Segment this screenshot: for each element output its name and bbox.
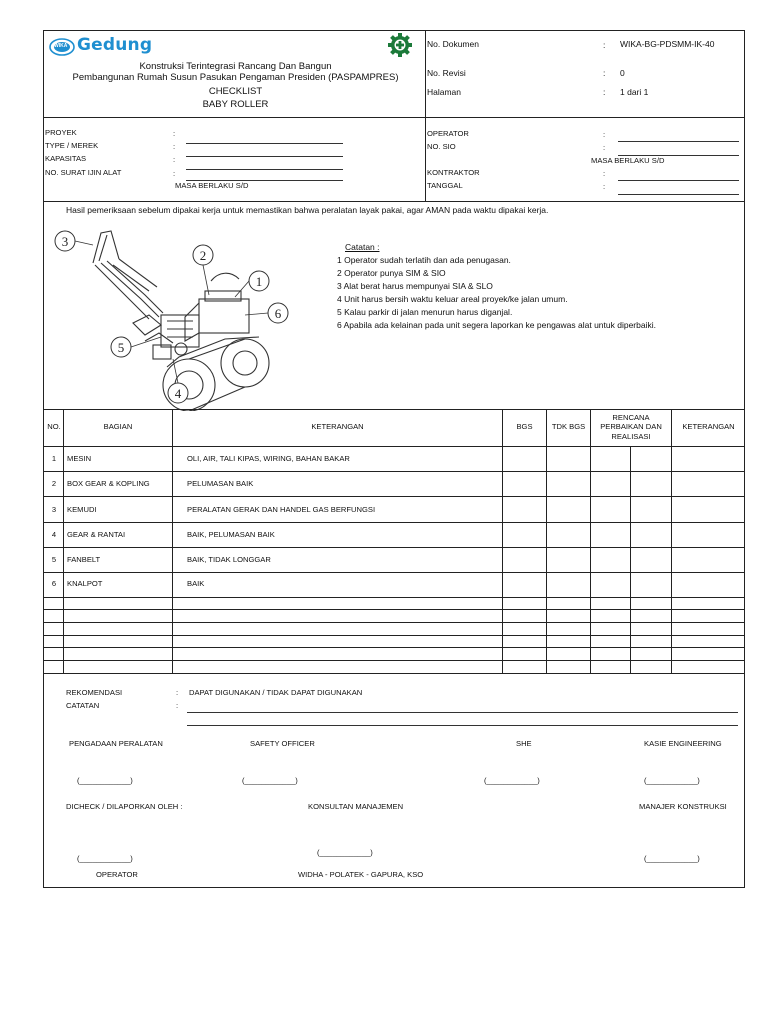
catatan-label: CATATAN bbox=[66, 701, 100, 710]
company-logo bbox=[49, 35, 169, 57]
meta-colon: : bbox=[603, 68, 606, 78]
note-item: 6 Apabila ada kelainan pada unit segera laporkan ke pengawas alat untuk diperbaiki. bbox=[337, 320, 656, 330]
row-keterangan: BAIK, TIDAK LONGGAR bbox=[187, 555, 271, 564]
inspection-intro: Hasil pemeriksaan sebelum dipakai kerja untuk memastikan bahwa peralatan layak pakai, agar AMAN pada waktu dipakai kerja. bbox=[66, 205, 549, 215]
col-header-no: NO. bbox=[47, 422, 61, 431]
info-label-operator: OPERATOR bbox=[427, 129, 469, 138]
col-header-rencana: PERBAIKAN DAN bbox=[600, 422, 662, 431]
right-masa-berlaku: MASA BERLAKU S/D bbox=[591, 156, 665, 165]
project-title-line-2: Pembangunan Rumah Susun Pasukan Pengaman Presiden (PASPAMPRES) bbox=[72, 72, 399, 83]
row-bagian: MESIN bbox=[67, 454, 92, 463]
row-bagian: KEMUDI bbox=[67, 505, 97, 514]
row-no: 4 bbox=[51, 530, 57, 539]
signature-blank: (____________) bbox=[242, 776, 298, 785]
diagram-label-1: 1 bbox=[255, 274, 263, 289]
logo-wordmark: Gedung bbox=[77, 35, 153, 55]
signature-blank: (____________) bbox=[77, 854, 133, 863]
meta-label-revisi: No. Revisi bbox=[427, 68, 466, 78]
rekomendasi-colon: : bbox=[176, 688, 179, 697]
row-no: 1 bbox=[51, 454, 57, 463]
gear-cross-icon bbox=[387, 32, 413, 58]
col-header-rencana: REALISASI bbox=[611, 432, 651, 441]
row-no: 2 bbox=[51, 479, 57, 488]
role-pengadaan-peralatan: PENGADAAN PERALATAN bbox=[69, 739, 163, 748]
info-colon: : bbox=[173, 129, 176, 138]
row-no: 6 bbox=[51, 579, 57, 588]
info-label-kontraktor: KONTRAKTOR bbox=[427, 168, 480, 177]
rekomendasi-value: DAPAT DIGUNAKAN / TIDAK DAPAT DIGUNAKAN bbox=[189, 688, 363, 697]
manajer-konstruksi: MANAJER KONSTRUKSI bbox=[639, 802, 727, 811]
role-she: SHE bbox=[516, 739, 532, 748]
role-kasie-engineering: KASIE ENGINEERING bbox=[644, 739, 722, 748]
row-keterangan: PERALATAN GERAK DAN HANDEL GAS BERFUNGSI bbox=[187, 505, 376, 514]
note-item: 3 Alat berat harus mempunyai SIA & SLO bbox=[337, 281, 493, 291]
signature-blank: (____________) bbox=[484, 776, 540, 785]
info-colon: : bbox=[603, 169, 606, 178]
row-bagian: KNALPOT bbox=[67, 579, 103, 588]
row-bagian: FANBELT bbox=[67, 555, 101, 564]
catatan-line bbox=[187, 725, 738, 726]
catatan-line bbox=[187, 712, 738, 713]
row-keterangan: BAIK bbox=[187, 579, 205, 588]
rekomendasi-label: REKOMENDASI bbox=[66, 688, 123, 697]
meta-value-revisi: 0 bbox=[620, 68, 625, 78]
meta-label-halaman: Halaman bbox=[427, 87, 462, 97]
diagram-label-4: 4 bbox=[174, 386, 182, 401]
row-bagian: GEAR & RANTAI bbox=[67, 530, 126, 539]
notes-title: Catatan : bbox=[345, 242, 380, 252]
note-item: 1 Operator sudah terlatih dan ada penugasan. bbox=[337, 255, 511, 265]
signature-blank: (____________) bbox=[644, 776, 700, 785]
col-header-tdk-bgs: TDK BGS bbox=[551, 422, 586, 431]
baby-roller-diagram bbox=[49, 221, 319, 411]
info-label-proyek: PROYEK bbox=[45, 128, 77, 137]
diagram-label-6: 6 bbox=[274, 306, 282, 321]
info-label-no-sio: NO. SIO bbox=[427, 142, 456, 151]
diagram-label-2: 2 bbox=[199, 248, 207, 263]
row-no: 3 bbox=[51, 505, 57, 514]
info-colon: : bbox=[603, 182, 606, 191]
info-label-tanggal: TANGGAL bbox=[427, 181, 463, 190]
signature-blank: (____________) bbox=[317, 848, 373, 857]
catatan-colon: : bbox=[176, 701, 179, 710]
note-item: 5 Kalau parkir di jalan menurun harus diganjal. bbox=[337, 307, 513, 317]
signature-blank: (____________) bbox=[644, 854, 700, 863]
info-label-type-merek: TYPE / MEREK bbox=[45, 141, 99, 150]
left-masa-berlaku: MASA BERLAKU S/D bbox=[175, 181, 249, 190]
col-header-keterangan: KETERANGAN bbox=[311, 422, 364, 431]
note-item: 4 Unit harus bersih waktu keluar areal proyek/ke jalan umum. bbox=[337, 294, 568, 304]
konsultan-manajemen: KONSULTAN MANAJEMEN bbox=[308, 802, 404, 811]
row-keterangan: PELUMASAN BAIK bbox=[187, 479, 254, 488]
col-header-keterangan-2: KETERANGAN bbox=[682, 422, 735, 431]
meta-colon: : bbox=[603, 40, 606, 50]
meta-value-halaman: 1 dari 1 bbox=[620, 87, 649, 97]
signature-blank: (____________) bbox=[77, 776, 133, 785]
row-bagian: BOX GEAR & KOPLING bbox=[67, 479, 150, 488]
meta-colon: : bbox=[603, 87, 606, 97]
info-label-surat-ijin: NO. SURAT IJIN ALAT bbox=[45, 168, 122, 177]
wika-badge-text: WIKA bbox=[54, 43, 68, 49]
row-keterangan: BAIK, PELUMASAN BAIK bbox=[187, 530, 275, 539]
info-colon: : bbox=[173, 155, 176, 164]
info-colon: : bbox=[603, 143, 606, 152]
operator-sign-label: OPERATOR bbox=[96, 870, 138, 879]
col-header-bgs: BGS bbox=[516, 422, 533, 431]
row-no: 5 bbox=[51, 555, 57, 564]
konsultan-name: WIDHA - POLATEK - GAPURA, KSO bbox=[298, 870, 424, 879]
col-header-bagian: BAGIAN bbox=[103, 422, 133, 431]
diagram-label-3: 3 bbox=[61, 234, 69, 249]
meta-value-dokumen: WIKA-BG-PDSMM-IK-40 bbox=[620, 39, 715, 49]
checklist-form bbox=[43, 30, 745, 888]
meta-label-dokumen: No. Dokumen bbox=[427, 39, 479, 49]
info-label-kapasitas: KAPASITAS bbox=[45, 154, 87, 163]
role-safety-officer: SAFETY OFFICER bbox=[250, 739, 315, 748]
info-colon: : bbox=[173, 142, 176, 151]
equipment-name: BABY ROLLER bbox=[202, 99, 269, 110]
info-colon: : bbox=[173, 169, 176, 178]
checked-by-label: DICHECK / DILAPORKAN OLEH : bbox=[66, 802, 183, 811]
info-colon: : bbox=[603, 130, 606, 139]
col-header-rencana: RENCANA bbox=[612, 413, 650, 422]
row-keterangan: OLI, AIR, TALI KIPAS, WIRING, BAHAN BAKAR bbox=[187, 454, 350, 463]
note-item: 2 Operator punya SIM & SIO bbox=[337, 268, 446, 278]
project-title-line-1: Konstruksi Terintegrasi Rancang Dan Bangun bbox=[139, 61, 332, 72]
document-type: CHECKLIST bbox=[208, 86, 263, 97]
diagram-label-5: 5 bbox=[117, 340, 125, 355]
